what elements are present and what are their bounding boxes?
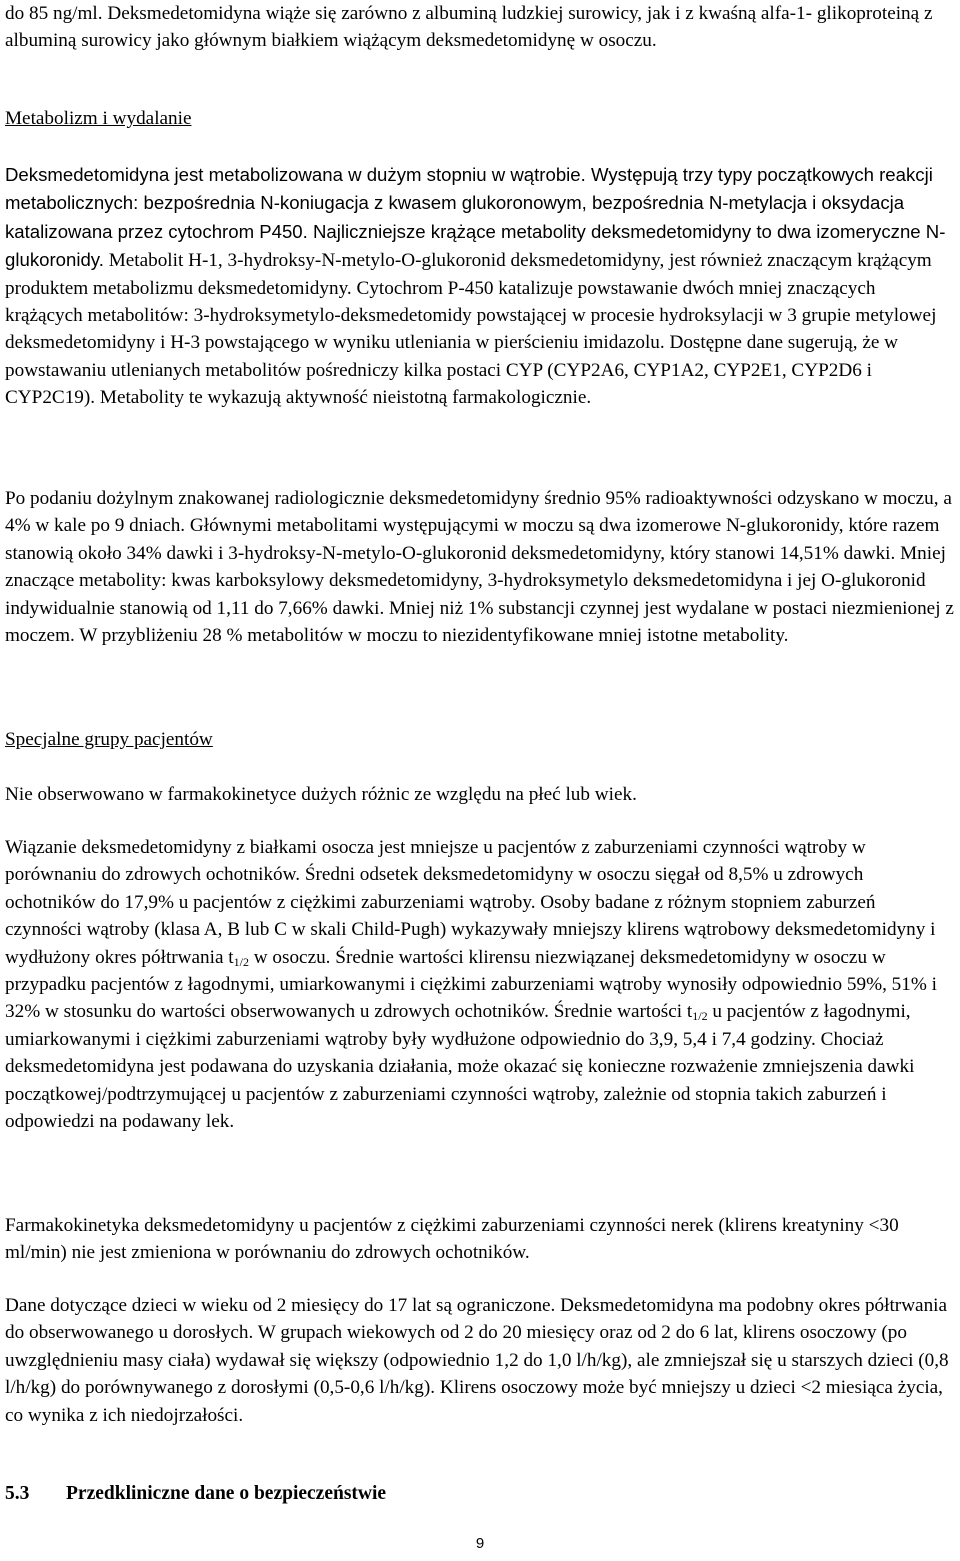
paragraph-text-sans: Najliczniejsze krążące metabolity deksmedetomidyny to dwa izomeryczne N-glukoronidy. [5, 220, 946, 271]
paragraph-hepatic-impairment [5, 834, 955, 1135]
paragraph-sex-age [5, 781, 955, 808]
paragraph-text: Cytochrom P-450 katalizuje powstawanie dwóch mniej znaczących krążących metabolitów: 3-hydroksymetylo-deksmedetomidy powstającej w procesie hydroksylacji w 3 grupie metylowej deksmedetomidyny i H-3 powstającego w wyniku utleniania w pierścieniu imidazolu. Dostępne dane sugerują, że w powstawaniu utlenianych metabolitów pośredniczy kilka postaci CYP (CYP2A6, CYP1A2, CYP2E1, CYP2D6 i CYP2C19). Metabolity te wykazują aktywność nieistotną farmakologicznie. [5, 277, 937, 409]
paragraph-text-sans: Deksmedetomidyna jest metabolizowana w dużym stopniu w wątrobie. [5, 164, 586, 185]
paragraph-text: u pacjentów z łagodnymi, umiarkowanymi i ciężkimi zaburzeniami wątroby były wydłużone odpowiednio do 3,9, 5,4 i 7,4 godziny. Chociaż deksmedetomidyna jest podawana do uzyskania działania, może okazać się konieczne rozważenie zmniejszenia dawki początkowej/podtrzymującej u pacjentów z zaburzeniami czynności wątroby, zależnie od stopnia takich zaburzeń i odpowiedzi na podawany lek. [5, 1001, 915, 1133]
paragraph-text: Wiązanie deksmedetomidyny z białkami osocza jest mniejsze u pacjentów z zaburzeniami czynności wątroby w porównaniu do zdrowych ochotników. Średni odsetek deksmedetomidyny w osoczu sięgał od 8,5% u zdrowych ochotników do 17,9% u pacjentów z ciężkimi zaburzeniami wątroby. Osoby badane z różnym stopniem zaburzeń czynności wątroby (klasa A, B lub C w skali Child-Pugh) wykazywały mniejszy klirens wątrobowy deksmedetomidyny i wydłużony okres półtrwania t [5, 837, 936, 968]
paragraph-text: Nie obserwowano w farmakokinetyce dużych różnic ze względu na płeć lub wiek. [5, 784, 637, 805]
paragraph-metabolism [5, 161, 955, 412]
paragraph-excretion [5, 485, 955, 649]
paragraph-text: Metabolit H-1, 3-hydroksy-N-metylo-O-glukoronid deksmedetomidyny, jest również znaczącym krążącym produktem metabolizmu deksmedetomidyny. [5, 250, 932, 299]
paragraph-text: w osoczu. Średnie wartości klirensu niezwiązanej deksmedetomidyny w osoczu w przypadku pacjentów z łagodnymi, umiarkowanymi i ciężkimi zaburzeniami wątroby wynosiły odpowiednio 59%, 51% i 32% w stosunku do wartości obserwowanych u zdrowych ochotników. Średnie wartości t [5, 946, 937, 1023]
section-heading [5, 1480, 386, 1507]
subscript-half-life: 1/2 [233, 954, 249, 969]
paragraph-text-sans: Występują trzy typy początkowych reakcji metabolicznych: bezpośrednia N-koniugacja z kwasem glukoronowym, bezpośrednia N-metylacja i oksydacja katalizowana przez cytochrom P450. [5, 164, 933, 242]
paragraph-protein-binding [5, 0, 955, 55]
paragraph-text: do 85 ng/ml. Deksmedetomidyna wiąże się zarówno z albuminą ludzkiej surowicy, jak i z kwaśną alfa-1- glikoproteiną z albuminą surowicy jako głównym białkiem wiążącym deksmedetomidynę w osoczu. [5, 3, 933, 52]
subheading-metabolism: Metabolizm i wydalanie [5, 108, 192, 129]
subscript-half-life: 1/2 [692, 1009, 708, 1024]
paragraph-pediatrics [5, 1292, 955, 1429]
paragraph-renal-impairment [5, 1212, 955, 1267]
section-number: 5.3 [5, 1483, 30, 1504]
page-number: 9 [475, 1535, 485, 1552]
subheading-special-populations: Specjalne grupy pacjentów [5, 729, 213, 750]
section-title: Przedkliniczne dane o bezpieczeństwie [66, 1483, 387, 1504]
paragraph-text: Farmakokinetyka deksmedetomidyny u pacjentów z ciężkimi zaburzeniami czynności nerek (klirens kreatyniny <30 ml/min) nie jest zmieniona w porównaniu do zdrowych ochotników. [5, 1215, 899, 1264]
paragraph-text: Dane dotyczące dzieci w wieku od 2 miesięcy do 17 lat są ograniczone. Deksmedetomidyna ma podobny okres półtrwania do obserwowanego u dorosłych. W grupach wiekowych od 2 do 20 miesięcy oraz od 2 do 6 lat, klirens osoczowy (po uwzględnieniu masy ciała) wydawał się większy (odpowiednio 1,2 do 1,0 l/h/kg), ale zmniejszał się u starszych dzieci (0,8 l/h/kg) do porównywanego z dorosłymi (0,5-0,6 l/h/kg). Klirens osoczowy może być mniejszy u dzieci <2 miesiąca życia, co wynika z ich niedojrzałości. [5, 1295, 949, 1426]
paragraph-text: Po podaniu dożylnym znakowanej radiologicznie deksmedetomidyny średnio 95% radioaktywności odzyskano w moczu, a 4% w kale po 9 dniach. Głównymi metabolitami występującymi w moczu są dwa izomerowe N-glukoronidy, które razem stanowią około 34% dawki i 3-hydroksy-N-metylo-O-glukoronid deksmedetomidyny, który stanowi 14,51% dawki. Mniej znaczące metabolity: kwas karboksylowy deksmedetomidyny, 3-hydroksymetylo deksmedetomidyna i jej O-glukoronid indywidualnie stanowią od 1,11 do 7,66% dawki. Mniej niż 1% substancji czynnej jest wydalane w postaci niezmienionej z moczem. W przybliżeniu 28 % metabolitów w moczu to niezidentyfikowane mniej istotne metabolity. [5, 488, 954, 647]
